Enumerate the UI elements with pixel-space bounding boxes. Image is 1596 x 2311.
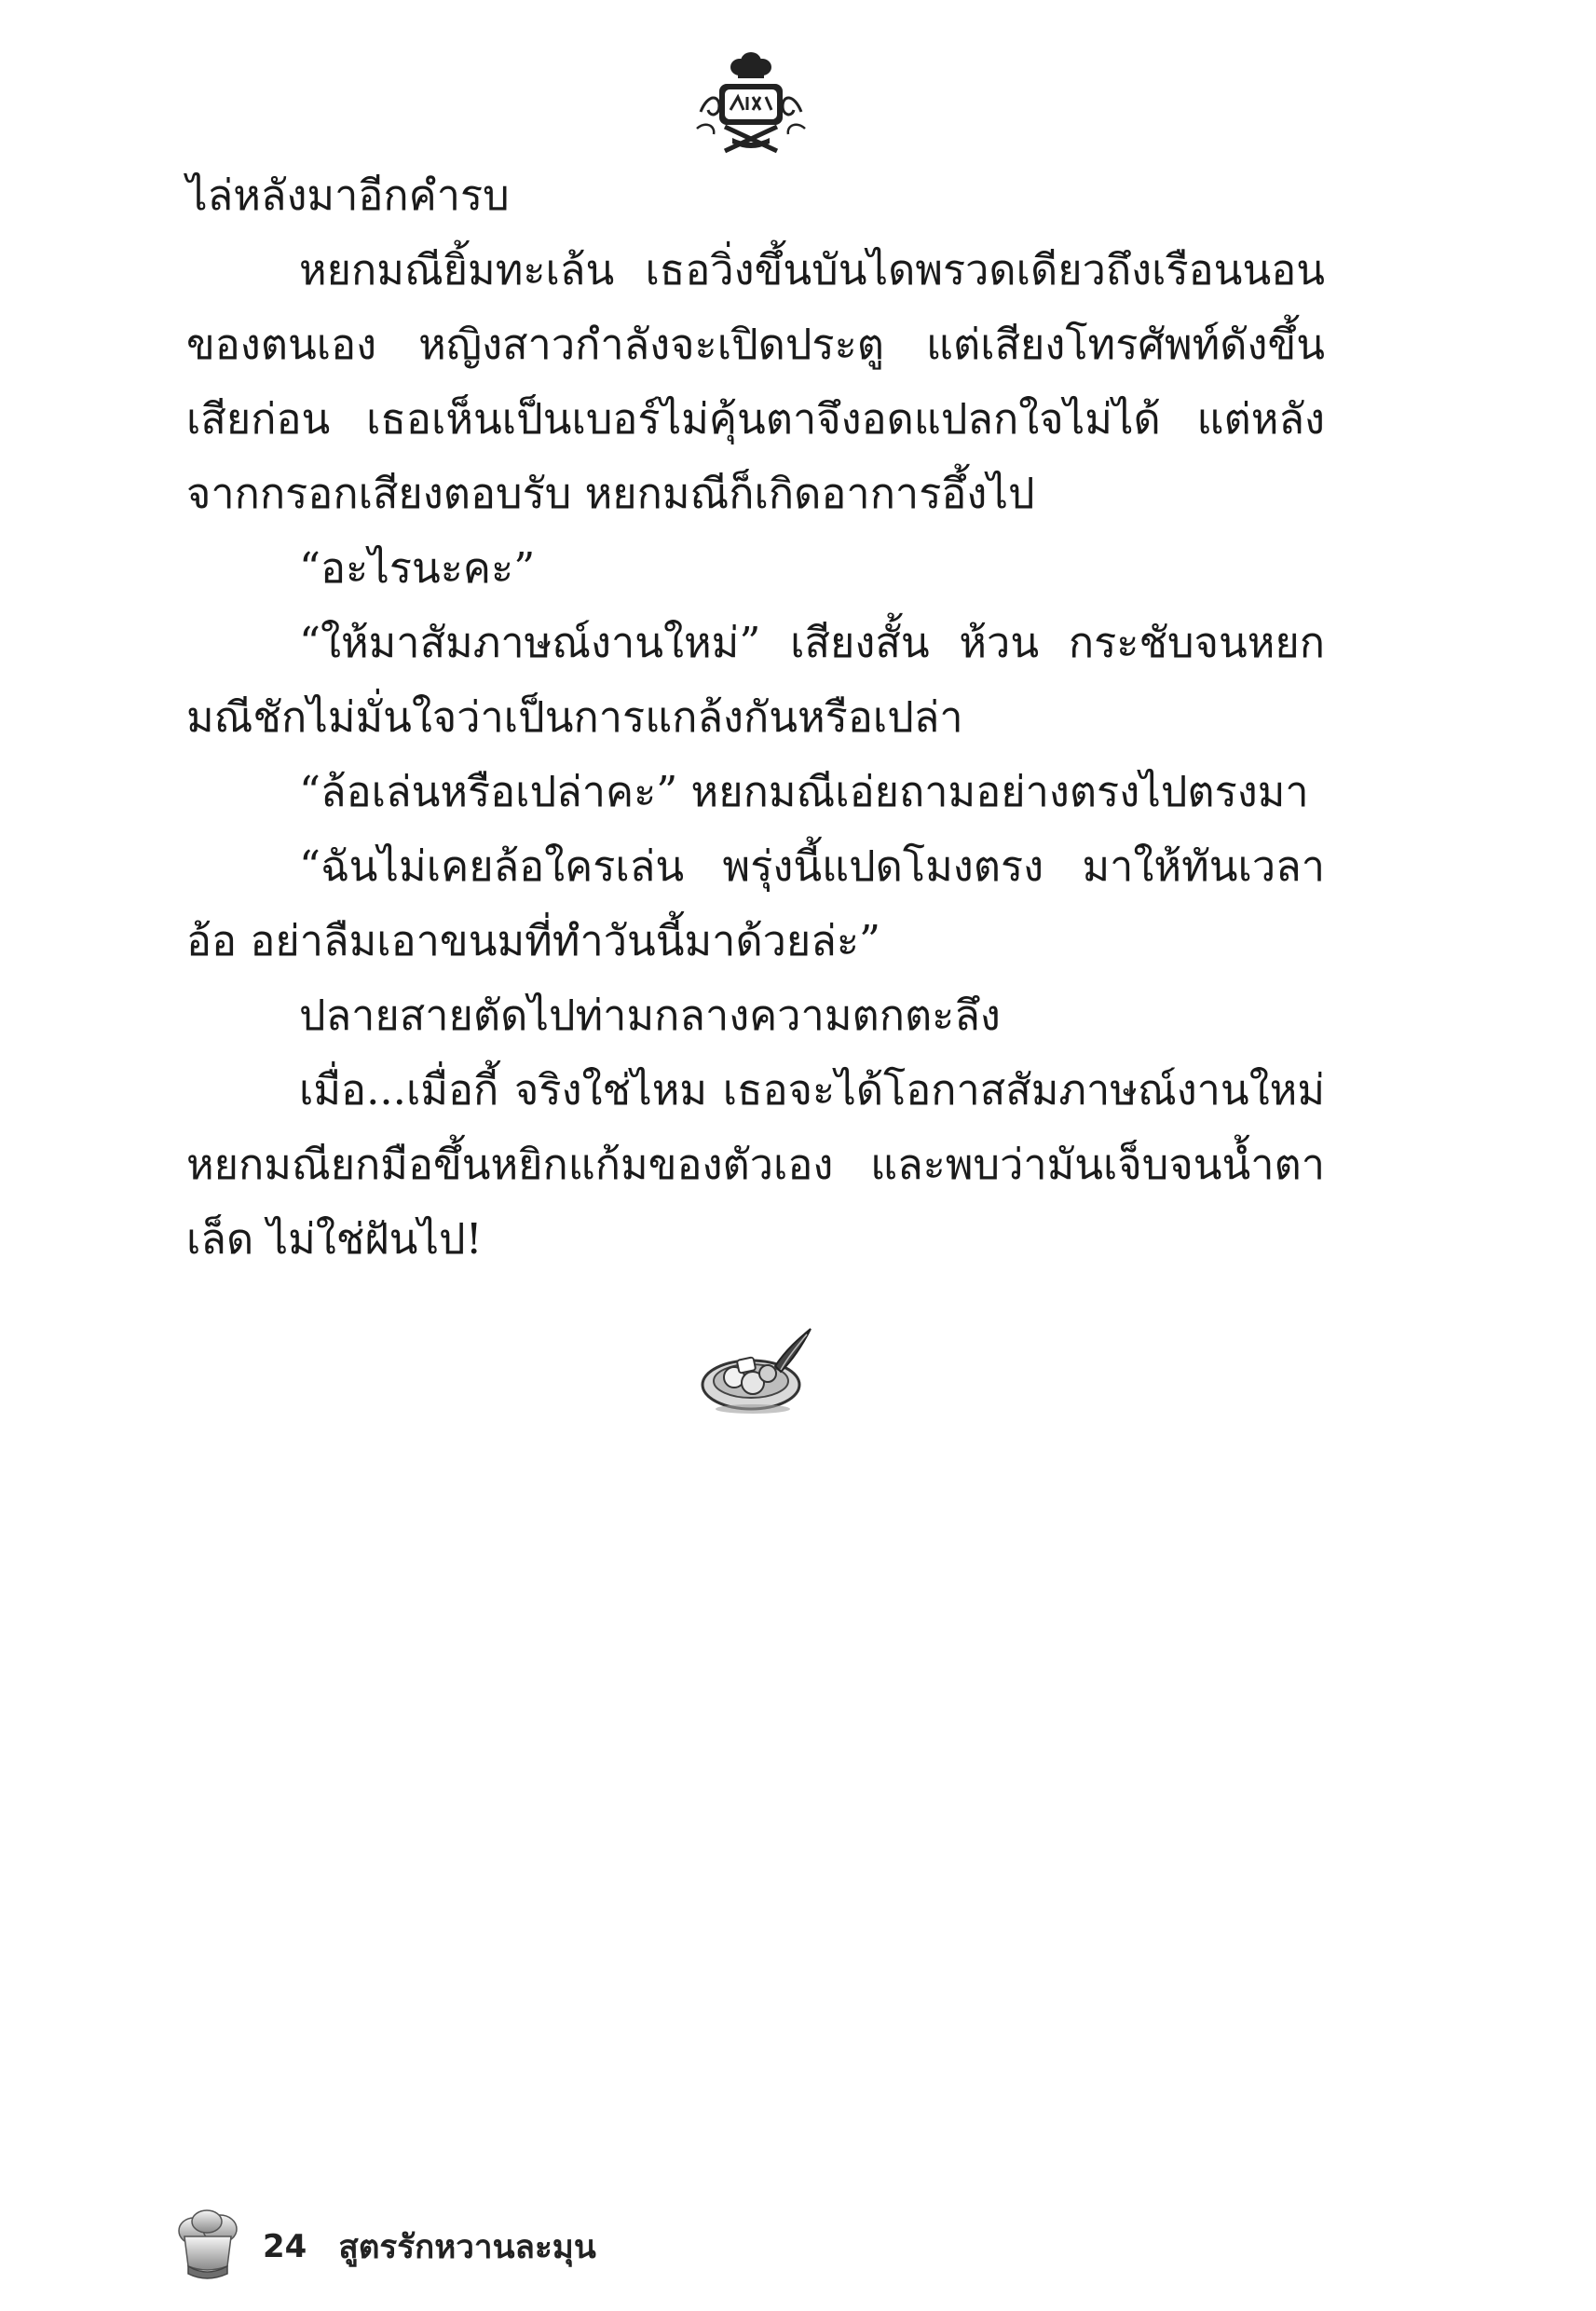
story-text	[186, 158, 1325, 1277]
paragraph: หยกมณียิ้มทะเล้น เธอวิ่งขึ้นบันไดพรวดเดียวถึงเรือนนอนของตนเอง หญิงสาวกำลังจะเปิดประตู แต่เสียงโทรศัพท์ดังขึ้นเสียก่อน เธอเห็นเป็นเบอร์ไม่คุ้นตาจึงอดแปลกใจไม่ได้ แต่หลังจากกรอกเสียงตอบรับ หยกมณีก็เกิดอาการอึ้งไป	[186, 245, 1325, 518]
paragraph: ไล่หลังมาอีกคำรบ	[186, 171, 510, 220]
chef-crest-logo-icon	[691, 47, 811, 162]
paragraph: ปลายสายตัดไปท่ามกลางความตกตะลึง	[299, 991, 1001, 1040]
chef-hat-icon	[173, 2208, 242, 2285]
paragraph: “ให้มาสัมภาษณ์งานใหม่” เสียงสั้น ห้วน กระชับจนหยกมณีชักไม่มั่นใจว่าเป็นการแกล้งกันหรือเปล่า	[186, 618, 1325, 742]
paragraph: “อะไรนะคะ”	[299, 543, 536, 593]
dessert-plate-icon	[697, 1321, 814, 1418]
page-number: 24	[263, 2228, 307, 2265]
page-footer	[173, 2208, 596, 2285]
paragraph: “ล้อเล่นหรือเปล่าคะ” หยกมณีเอ่ยถามอย่างตรงไปตรงมา	[299, 767, 1309, 816]
paragraph: “ฉันไม่เคยล้อใครเล่น พรุ่งนี้แปดโมงตรง มาให้ทันเวลา อ้อ อย่าลืมเอาขนมที่ทำวันนี้มาด้วยล่ะ”	[186, 841, 1325, 965]
paragraph: เมื่อ...เมื่อกี้ จริงใช่ไหม เธอจะได้โอกาสสัมภาษณ์งานใหม่ หยกมณียกมือขึ้นหยิกแก้มของตัวเอง และพบว่ามันเจ็บจนน้ำตาเล็ด ไม่ใช่ฝันไป!	[186, 1065, 1325, 1264]
book-title: สูตรรักหวานละมุน	[338, 2228, 596, 2266]
